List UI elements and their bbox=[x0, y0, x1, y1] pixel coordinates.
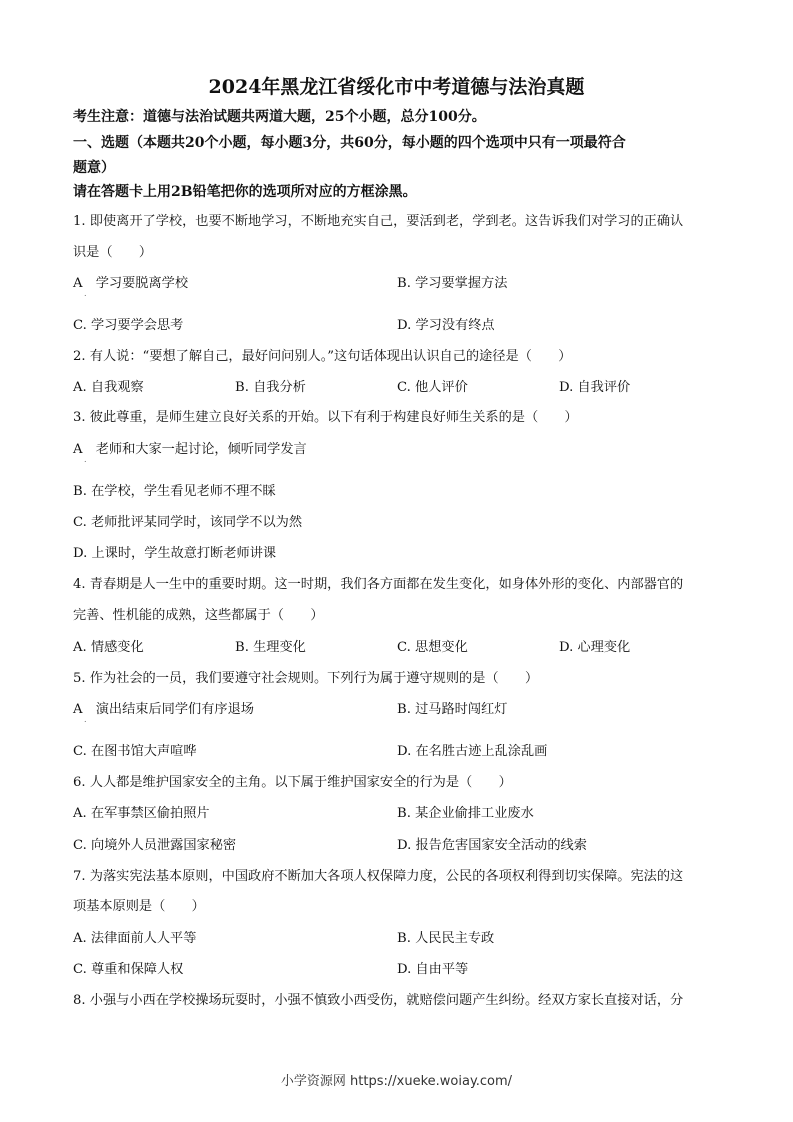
q5-option-b: B. 过马路时闯红灯 bbox=[397, 702, 508, 717]
page-title: 2024年黑龙江省绥化市中考道德与法治真题 bbox=[208, 76, 585, 98]
q8-stem-line1: 8. 小强与小西在学校操场玩耍时，小强不慎致小西受伤，就赔偿问题产生纠纷。经双方家长直接对话，分 bbox=[73, 993, 684, 1008]
q6-stem: 6. 人人都是维护国家安全的主角。以下属于维护国家安全的行为是（ ） bbox=[73, 775, 512, 790]
q1-option-a: A 学习要脱离学校 bbox=[73, 276, 189, 291]
q2-option-b: B. 自我分析 bbox=[235, 380, 306, 395]
q7-option-c: C. 尊重和保障人权 bbox=[73, 962, 184, 977]
q4-option-b: B. 生理变化 bbox=[235, 640, 306, 655]
q4-option-a: A. 情感变化 bbox=[73, 640, 144, 655]
q7-option-a: A. 法律面前人人平等 bbox=[73, 931, 197, 946]
q1-option-c: C. 学习要学会思考 bbox=[73, 318, 184, 333]
q2-option-d: D. 自我评价 bbox=[559, 380, 631, 395]
section-heading-line2: 题意） bbox=[73, 160, 115, 176]
q6-option-c: C. 向境外人员泄露国家秘密 bbox=[73, 838, 237, 853]
q3-option-d: D. 上课时，学生故意打断老师讲课 bbox=[73, 546, 277, 561]
q5-option-d: D. 在名胜古迹上乱涂乱画 bbox=[397, 744, 548, 759]
q1-option-d: D. 学习没有终点 bbox=[397, 318, 495, 333]
q3-option-c: C. 老师批评某同学时，该同学不以为然 bbox=[73, 515, 303, 530]
exam-notice: 考生注意：道德与法治试题共两道大题，25个小题，总分100分。 bbox=[73, 109, 486, 125]
answer-instruction: 请在答题卡上用2B铅笔把你的选项所对应的方框涂黑。 bbox=[73, 184, 417, 200]
q1-option-b: B. 学习要掌握方法 bbox=[397, 276, 508, 291]
q4-option-c: C. 思想变化 bbox=[397, 640, 468, 655]
q7-option-b: B. 人民民主专政 bbox=[397, 931, 495, 946]
q4-stem-line2: 完善、性机能的成熟，这些都属于（ ） bbox=[73, 608, 324, 623]
q6-option-d: D. 报告危害国家安全活动的线索 bbox=[397, 838, 587, 853]
q1-stem-line1: 1. 即使离开了学校，也要不断地学习，不断地充实自己，要活到老，学到老。这告诉我们对学习的正确认 bbox=[73, 214, 684, 229]
q2-stem: 2. 有人说：“要想了解自己，最好问问别人。”这句话体现出认识自己的途径是（ ） bbox=[73, 349, 572, 364]
q5-stem: 5. 作为社会的一员，我们要遵守社会规则。下列行为属于遵守规则的是（ ） bbox=[73, 671, 539, 686]
q7-stem-line2: 项基本原则是（ ） bbox=[73, 899, 205, 914]
q3-option-b: B. 在学校，学生看见老师不理不睬 bbox=[73, 484, 276, 499]
q3-stem: 3. 彼此尊重，是师生建立良好关系的开始。以下有利于构建良好师生关系的是（ ） bbox=[73, 410, 578, 425]
footer-watermark: 小学资源网 https://xueke.woiay.com/ bbox=[280, 1074, 513, 1089]
q5-option-c: C. 在图书馆大声喧哗 bbox=[73, 744, 197, 759]
q6-option-a: A. 在军事禁区偷拍照片 bbox=[73, 806, 210, 821]
q5-option-a: A 演出结束后同学们有序退场 bbox=[73, 702, 254, 717]
q4-option-d: D. 心理变化 bbox=[559, 640, 631, 655]
q7-stem-line1: 7. 为落实宪法基本原则，中国政府不断加大各项人权保障力度，公民的各项权利得到切实保障。宪法的这 bbox=[73, 869, 684, 884]
q3-option-a: A 老师和大家一起讨论，倾听同学发言 bbox=[73, 442, 307, 457]
q4-stem-line1: 4. 青春期是人一生中的重要时期。这一时期，我们各方面都在发生变化，如身体外形的变化、内部器官的 bbox=[73, 577, 684, 592]
section-heading-line1: 一、选题（本题共20个小题，每小题3分，共60分，每小题的四个选项中只有一项最符合 bbox=[73, 135, 626, 151]
q2-option-c: C. 他人评价 bbox=[397, 380, 468, 395]
q7-option-d: D. 自由平等 bbox=[397, 962, 469, 977]
q2-option-a: A. 自我观察 bbox=[73, 380, 144, 395]
q6-option-b: B. 某企业偷排工业废水 bbox=[397, 806, 534, 821]
q1-stem-line2: 识是（ ） bbox=[73, 245, 153, 260]
